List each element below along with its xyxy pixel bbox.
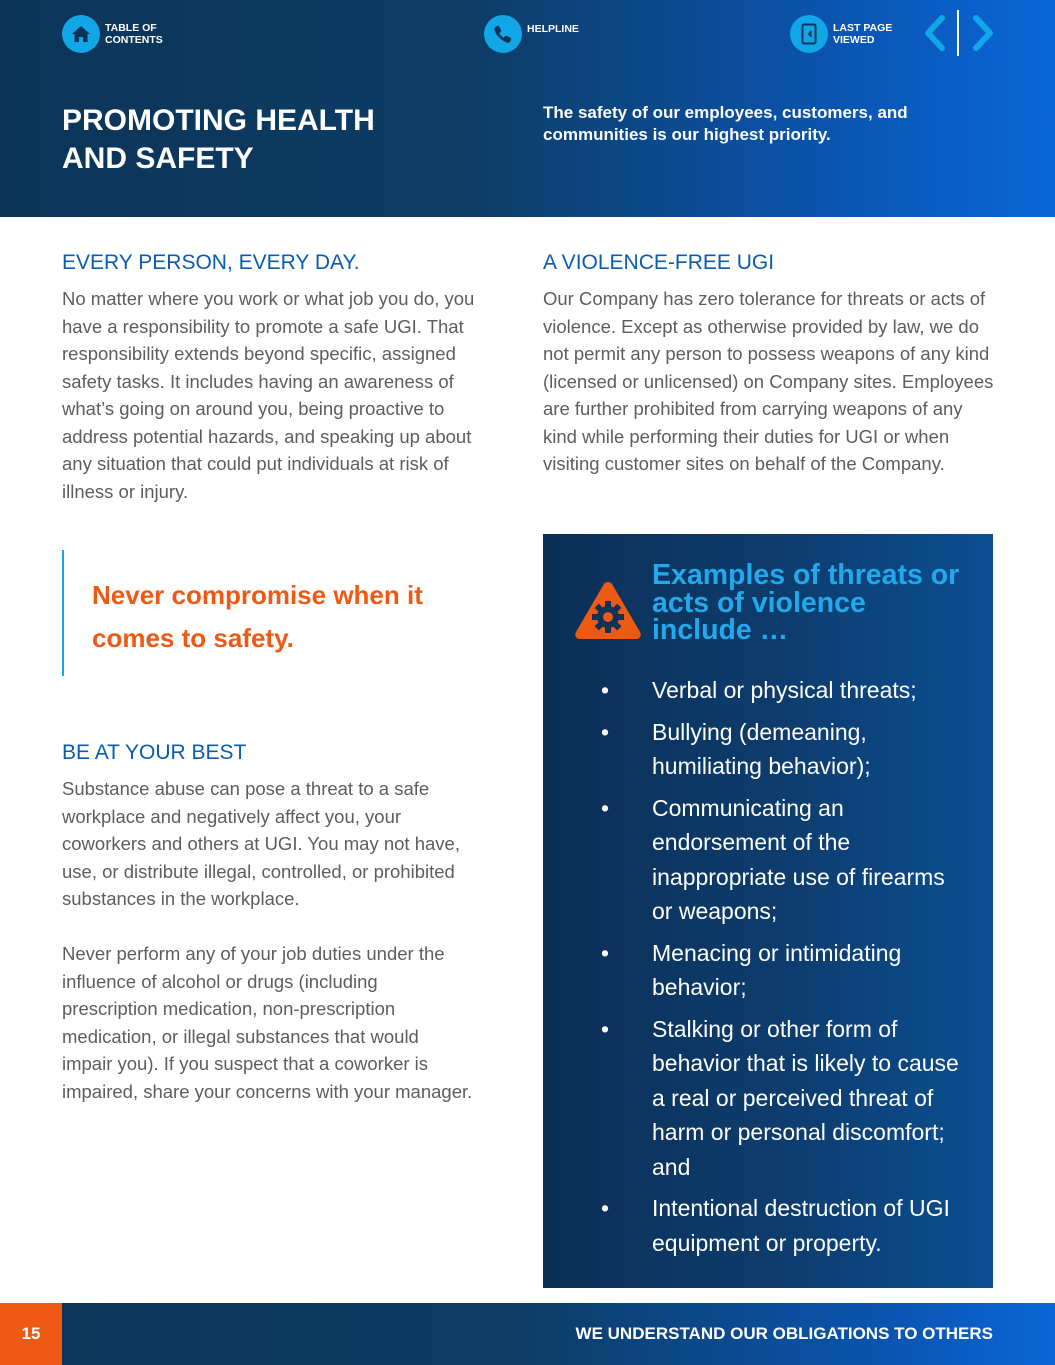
footer	[0, 1303, 1055, 1365]
list-item-text: Verbal or physical threats;	[652, 677, 917, 703]
warning-gear-icon	[573, 579, 643, 641]
pull-quote	[62, 550, 462, 676]
home-icon	[62, 15, 100, 53]
pager-divider	[957, 10, 959, 56]
chevron-right-icon[interactable]	[968, 14, 996, 52]
bullet: •	[601, 939, 610, 966]
list-item	[543, 791, 993, 929]
phone-icon	[484, 15, 522, 53]
bullet: •	[601, 794, 610, 821]
violence-examples-title: Examples of threats or acts of violence include …	[652, 559, 960, 646]
section-body-violence-free: Our Company has zero tolerance for threats or acts of violence. Except as otherwise provided by law, we do not permit any person to possess weapons of any kind (licensed or unlicensed) on Company sites. Employees are further prohibited from carrying weapons of any kind while performing their duties for UGI or when visiting customer sites on behalf of the Company.	[543, 288, 994, 474]
last-page-icon	[790, 15, 828, 53]
table-of-contents-label: TABLE OF CONTENTS	[105, 22, 163, 46]
helpline-link[interactable]	[484, 15, 607, 53]
list-item-text: Intentional destruction of UGI equipment or property.	[652, 1195, 950, 1256]
helpline-label: HELPLINE	[527, 23, 579, 35]
list-item-text: Menacing or intimidating behavior;	[652, 939, 902, 1000]
section-heading-every-person: EVERY PERSON, EVERY DAY.	[62, 251, 360, 274]
bullet: •	[601, 718, 610, 745]
list-item	[543, 715, 993, 784]
table-of-contents-link[interactable]	[62, 15, 185, 53]
violence-examples-box	[543, 534, 993, 1288]
list-item	[543, 1191, 993, 1260]
page-number: 15	[0, 1303, 62, 1365]
bullet: •	[601, 1195, 610, 1221]
violence-examples-list	[543, 673, 993, 1267]
page-title: PROMOTING HEALTH AND SAFETY	[62, 104, 375, 175]
footer-section-title: WE UNDERSTAND OUR OBLIGATIONS TO OTHERS	[575, 1324, 993, 1343]
section-body-substance-abuse: Substance abuse can pose a threat to a safe workplace and negatively affect you, your coworkers and others at UGI. You may not have, use, or distribute illegal, controlled, or prohibited substances in the workplace.	[62, 778, 460, 909]
section-body-job-duties: Never perform any of your job duties under the influence of alcohol or drugs (including prescription medication, non-prescription medication, or illegal substances that would impair you). If you suspect that a coworker is impaired, share your concerns with your manager.	[62, 943, 473, 1102]
section-body-every-person: No matter where you work or what job you do, you have a responsibility to promote a safe UGI. That responsibility extends beyond specific, assigned safety tasks. It includes having an awareness of what’s going on around you, being proactive to address potential hazards, and speaking up about any situation that could put individuals at risk of illness or injury.	[62, 288, 475, 502]
section-heading-be-at-your-best: BE AT YOUR BEST	[62, 741, 247, 764]
pull-quote-text: Never compromise when it comes to safety.	[92, 580, 423, 653]
chevron-left-icon[interactable]	[920, 14, 948, 52]
last-page-viewed-link[interactable]	[790, 15, 913, 53]
section-heading-violence-free: A VIOLENCE-FREE UGI	[543, 251, 775, 274]
list-item	[543, 1012, 993, 1185]
list-item-text: Bullying (demeaning, humiliating behavior);	[652, 718, 871, 779]
bullet: •	[601, 1015, 610, 1042]
list-item	[543, 673, 993, 708]
last-page-viewed-label: LAST PAGE VIEWED	[833, 22, 893, 46]
page-subtitle: The safety of our employees, customers, and communities is our highest priority.	[543, 103, 908, 144]
header	[0, 0, 1055, 217]
page-navigation	[920, 10, 996, 56]
list-item-text: Stalking or other form of behavior that is likely to cause a real or perceived threat of harm or personal discomfort; and	[652, 1015, 959, 1180]
list-item	[543, 936, 993, 1005]
bullet: •	[601, 677, 610, 703]
list-item-text: Communicating an endorsement of the inappropriate use of firearms or weapons;	[652, 794, 945, 924]
